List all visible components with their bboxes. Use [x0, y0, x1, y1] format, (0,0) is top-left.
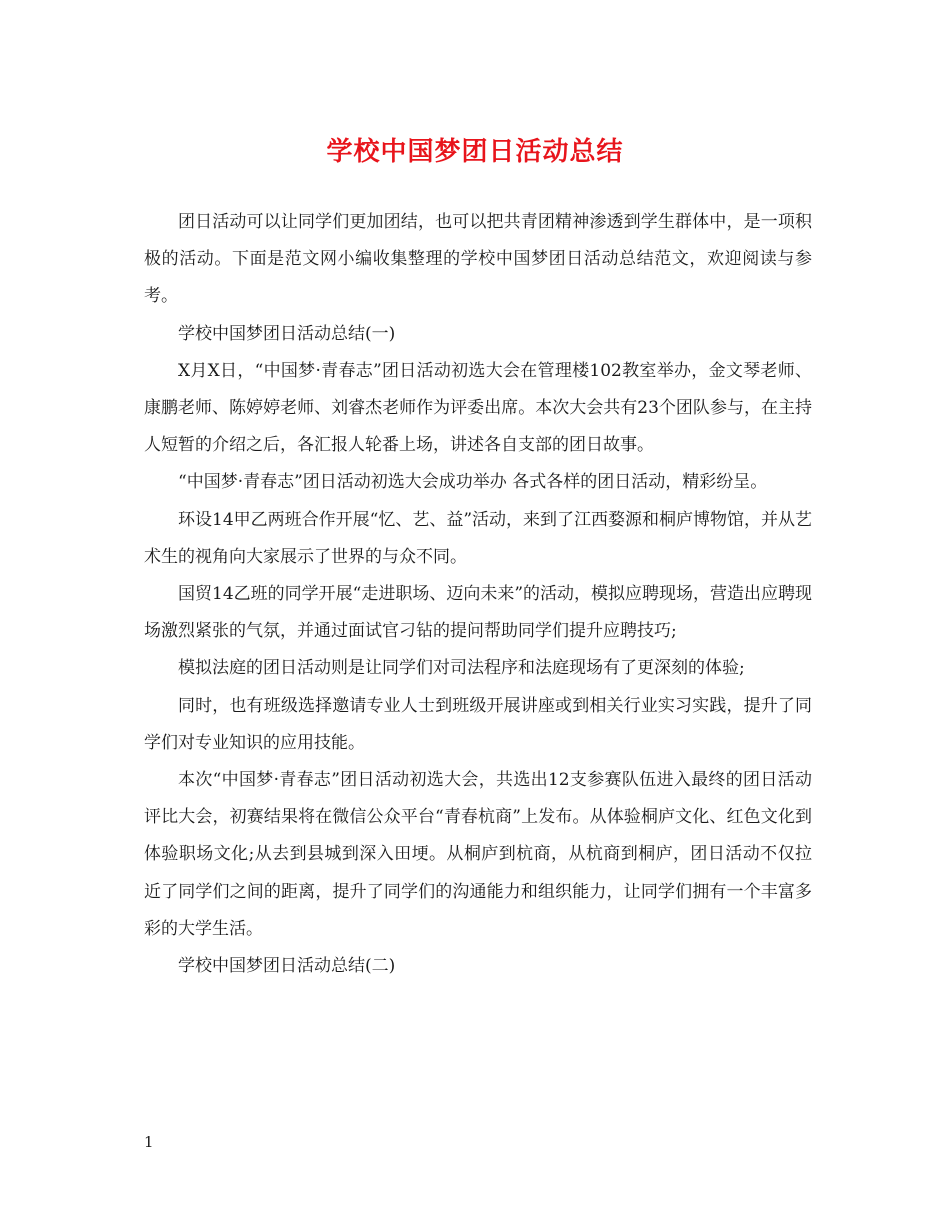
paragraph-trade-class: 国贸14乙班的同学开展“走进职场、迈向未来”的活动，模拟应聘现场，营造出应聘现场激烈紧张的气氛，并通过面试官刁钻的提问帮助同学们提升应聘技巧; [144, 584, 813, 642]
paragraph-mock-court: 模拟法庭的团日活动则是让同学们对司法程序和法庭现场有了更深刻的体验; [178, 658, 745, 679]
document-body [144, 204, 812, 985]
paragraph-intro: 团日活动可以让同学们更加团结，也可以把共青团精神渗透到学生群体中，是一项积极的活动。下面是范文网小编收集整理的学校中国梦团日活动总结范文，欢迎阅读与参考。 [144, 212, 812, 307]
section-heading-2: 学校中国梦团日活动总结(二) [178, 956, 396, 977]
paragraph-event: X月X日，“中国梦·青春志”团日活动初选大会在管理楼102教室举办，金文琴老师、康鹏老师、陈婷婷老师、刘睿杰老师作为评委出席。本次大会共有23个团队参与，在主持人短暂的介绍之后，各汇报人轮番上场，讲述各自支部的团日故事。 [144, 360, 812, 456]
document-title: 学校中国梦团日活动总结 [326, 137, 624, 167]
paragraph-success: “中国梦·青春志”团日活动初选大会成功举办 各式各样的团日活动，精彩纷呈。 [178, 472, 768, 493]
paragraph-results: 本次“中国梦·青春志”团日活动初选大会，共选出12支参赛队伍进入最终的团日活动评比大会，初赛结果将在微信公众平台“青春杭商”上发布。从体验桐庐文化、红色文化到体验职场文化;从去到县城到深入田埂。从桐庐到杭商，从杭商到桐庐，团日活动不仅拉近了同学们之间的距离，提升了同学们的沟通能力和组织能力，让同学们拥有一个丰富多彩的大学生活。 [144, 770, 812, 939]
section-heading-1: 学校中国梦团日活动总结(一) [178, 323, 396, 344]
page-number: 1 [144, 1133, 154, 1151]
paragraph-class-14: 环设14甲乙两班合作开展“忆、艺、益”活动，来到了江西婺源和桐庐博物馆，并从艺术生的视角向大家展示了世界的与众不同。 [144, 509, 813, 567]
paragraph-lectures: 同时，也有班级选择邀请专业人士到班级开展讲座或到相关行业实习实践，提升了同学们对专业知识的应用技能。 [144, 695, 812, 753]
